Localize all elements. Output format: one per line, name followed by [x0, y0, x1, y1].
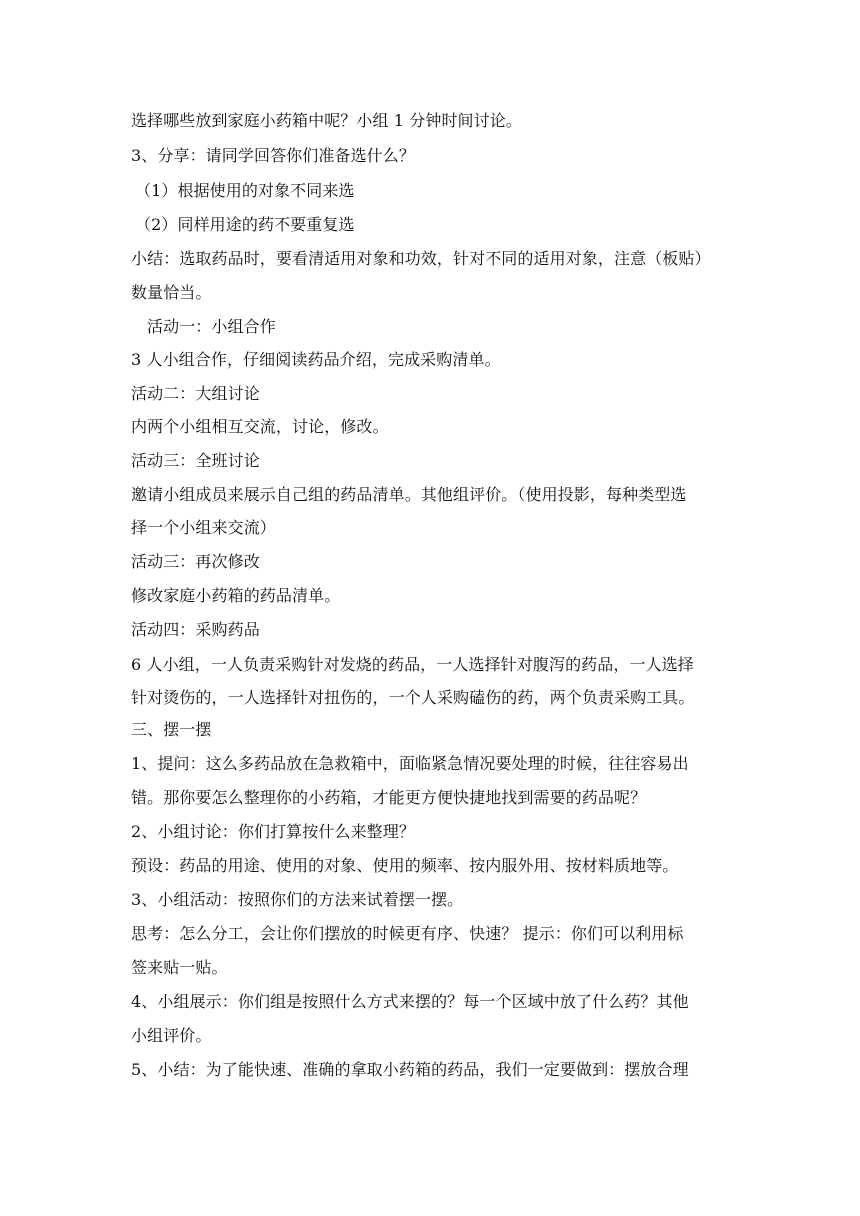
- text-line: 活动一：小组合作: [147, 317, 276, 336]
- text-line: 小结：选取药品时，要看清适用对象和功效，针对不同的适用对象，注意（板贴）: [131, 249, 711, 268]
- text-line: 择一个小组来交流）: [131, 518, 276, 537]
- text-line: 3、分享：请同学回答你们准备选什么？: [131, 146, 415, 165]
- text-line: 修改家庭小药箱的药品清单。: [131, 586, 341, 605]
- text-line: 4、小组展示：你们组是按照什么方式来摆的？每一个区域中放了什么药？其他: [131, 992, 689, 1011]
- text-line: 活动三：再次修改: [131, 552, 260, 571]
- text-line: 针对烫伤的，一人选择针对扭伤的，一个人采购磕伤的药，两个负责采购工具。: [131, 688, 695, 707]
- text-line: 3、小组活动：按照你们的方法来试着摆一摆。: [131, 890, 464, 909]
- text-line: 错。那你要怎么整理你的小药箱，才能更方便快捷地找到需要的药品呢？: [131, 788, 647, 807]
- text-line: 3 人小组合作，仔细阅读药品介绍，完成采购清单。: [131, 350, 501, 369]
- text-line: 活动三：全班讨论: [131, 451, 260, 470]
- text-line: 签来贴一贴。: [131, 958, 228, 977]
- text-line: 内两个小组相互交流，讨论，修改。: [131, 417, 389, 436]
- text-line: 预设：药品的用途、使用的对象、使用的频率、按内服外用、按材料质地等。: [131, 856, 679, 875]
- text-line: 2、小组讨论：你们打算按什么来整理？: [131, 822, 415, 841]
- text-line: 6 人小组，一人负责采购针对发烧的药品，一人选择针对腹泻的药品，一人选择: [131, 655, 694, 674]
- text-line: 活动四：采购药品: [131, 620, 260, 639]
- text-line: （2）同样用途的药不要重复选: [135, 215, 355, 234]
- text-line: 5、小结：为了能快速、准确的拿取小药箱的药品，我们一定要做到：摆放合理: [131, 1060, 689, 1079]
- text-line: 三、摆一摆: [131, 720, 212, 739]
- text-line: 1、提问：这么多药品放在急救箱中，面临紧急情况要处理的时候，往往容易出: [131, 754, 689, 773]
- text-line: 数量恰当。: [131, 283, 212, 302]
- text-line: 小组评价。: [131, 1026, 212, 1045]
- text-line: （1）根据使用的对象不同来选: [135, 181, 355, 200]
- text-line: 选择哪些放到家庭小药箱中呢？小组 1 分钟时间讨论。: [131, 111, 522, 130]
- text-line: 思考：怎么分工，会让你们摆放的时候更有序、快速？ 提示：你们可以利用标: [131, 924, 684, 943]
- text-line: 活动二：大组讨论: [131, 384, 260, 403]
- text-line: 邀请小组成员来展示自己组的药品清单。其他组评价。（使用投影，每种类型选: [131, 485, 687, 504]
